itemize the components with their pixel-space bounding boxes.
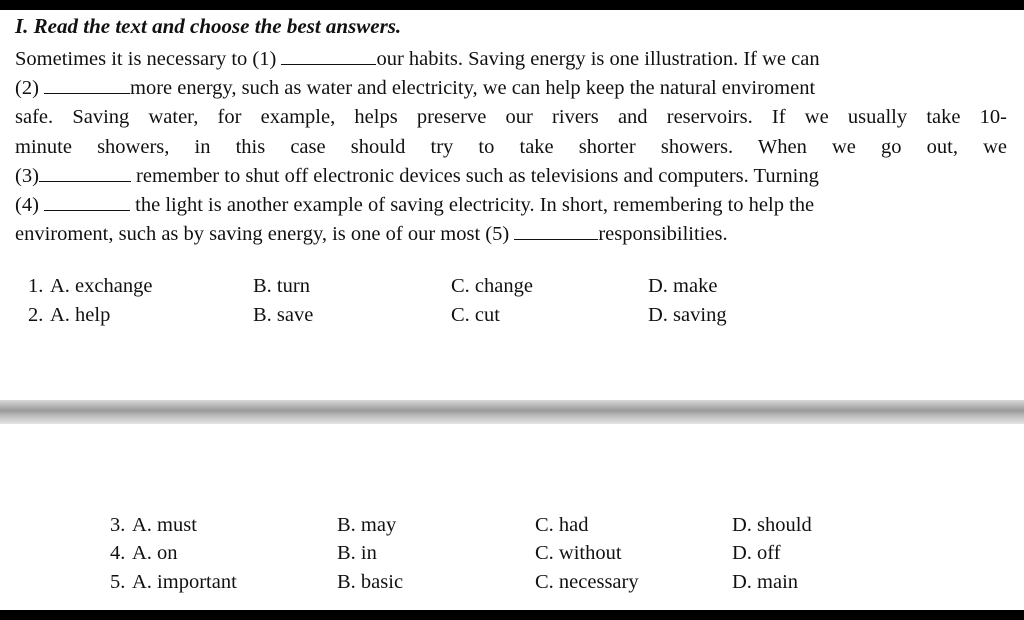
- q3-option-a[interactable]: A. must: [132, 514, 197, 536]
- q2-option-a[interactable]: A. help: [50, 304, 111, 326]
- question-4-options: [0, 539, 1024, 568]
- passage-line-7: enviroment, such as by saving energy, is one of our most (5) responsibilities.: [15, 223, 728, 246]
- passage-line-1: Sometimes it is necessary to (1) our habits. Saving energy is one illustration. If we can: [15, 48, 820, 70]
- exercise-heading: I. Read the text and choose the best answers.: [15, 14, 402, 38]
- q1-number: 1.: [28, 275, 44, 297]
- q4-option-a[interactable]: A. on: [132, 542, 178, 564]
- q3-number: 3.: [110, 514, 126, 536]
- q3-option-b[interactable]: B. may: [337, 514, 397, 536]
- q2-option-b[interactable]: B. save: [253, 304, 314, 326]
- passage-line-5: (3) remember to shut off electronic devices such as televisions and computers. Turning: [15, 164, 819, 187]
- question-2-options: [0, 301, 1024, 330]
- q5-option-c[interactable]: C. necessary: [535, 571, 639, 593]
- q1-option-d[interactable]: D. make: [648, 275, 718, 297]
- reading-passage: [15, 45, 1007, 249]
- blank-5[interactable]: [514, 222, 598, 240]
- q1-option-c[interactable]: C. change: [451, 275, 533, 297]
- passage-line-2: (2) more energy, such as water and electricity, we can help keep the natural enviroment: [15, 77, 816, 100]
- section-divider: [0, 400, 1024, 424]
- blank-2[interactable]: [44, 76, 130, 94]
- q2-number: 2.: [28, 304, 44, 326]
- q5-option-b[interactable]: B. basic: [337, 571, 404, 593]
- blank-1[interactable]: [281, 47, 376, 65]
- question-1-options: [0, 272, 1024, 301]
- q5-option-a[interactable]: A. important: [132, 571, 237, 593]
- q3-option-d[interactable]: D. should: [732, 514, 812, 536]
- worksheet-top-panel: [0, 10, 1024, 400]
- question-5-options: [0, 568, 1024, 597]
- worksheet-bottom-panel: [0, 424, 1024, 610]
- q2-option-d[interactable]: D. saving: [648, 304, 727, 326]
- blank-3[interactable]: [39, 164, 131, 182]
- q4-option-d[interactable]: D. off: [732, 542, 781, 564]
- q4-option-b[interactable]: B. in: [337, 542, 377, 564]
- passage-line-4: minute showers, in this case should try to take shorter showers. When we go out, we: [15, 135, 1007, 158]
- passage-line-6: (4) the light is another example of saving electricity. In short, remembering to help the: [15, 193, 815, 216]
- q1-option-a[interactable]: A. exchange: [50, 275, 153, 297]
- passage-line-3: safe. Saving water, for example, helps preserve our rivers and reservoirs. If we usually take 10-: [15, 106, 1007, 129]
- q2-option-c[interactable]: C. cut: [451, 304, 500, 326]
- q4-number: 4.: [110, 542, 126, 564]
- q5-option-d[interactable]: D. main: [732, 571, 799, 593]
- q5-number: 5.: [110, 571, 126, 593]
- q1-option-b[interactable]: B. turn: [253, 275, 310, 297]
- q3-option-c[interactable]: C. had: [535, 514, 589, 536]
- question-3-options: [0, 511, 1024, 540]
- q4-option-c[interactable]: C. without: [535, 542, 622, 564]
- blank-4[interactable]: [44, 193, 130, 211]
